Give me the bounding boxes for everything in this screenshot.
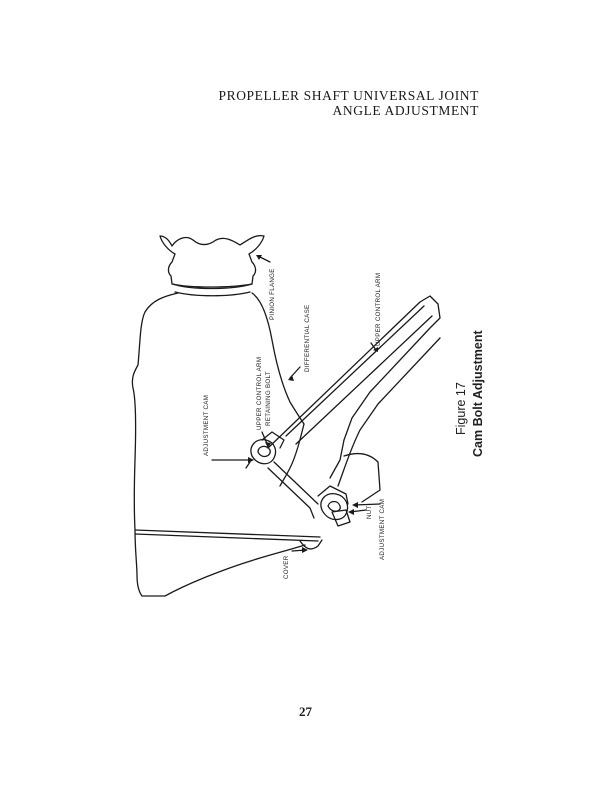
header-line-1: PROPELLER SHAFT UNIVERSAL JOINT (218, 88, 479, 103)
figure-caption-title: Cam Bolt Adjustment (471, 330, 485, 457)
cover-seam (135, 530, 320, 537)
label-adjustment-cam-upper: ADJUSTMENT CAM (203, 394, 210, 456)
label-differential-case: DIFFERENTIAL CASE (304, 304, 311, 372)
label-upper-control-arm: UPPER CONTROL ARM (375, 272, 382, 346)
label-retaining-bolt-line-2: RETAINING BOLT (265, 371, 272, 426)
label-nut: NUT (366, 505, 373, 519)
figure-caption-number: Figure 17 (454, 382, 468, 435)
page-number: 27 (299, 704, 312, 719)
header-line-2: ANGLE ADJUSTMENT (332, 103, 479, 118)
label-cover: COVER (283, 555, 290, 579)
label-retaining-bolt-line-1: UPPER CONTROL ARM (256, 356, 263, 430)
upper-adjustment-cam (251, 440, 276, 464)
differential-case-outline (132, 293, 305, 596)
label-pinion-flange: PINION FLANGE (269, 268, 276, 320)
pinion-flange-shape (160, 236, 264, 287)
label-adjustment-cam-lower: ADJUSTMENT CAM (379, 498, 386, 560)
nut-shape (332, 510, 350, 526)
upper-control-arm (268, 296, 440, 478)
